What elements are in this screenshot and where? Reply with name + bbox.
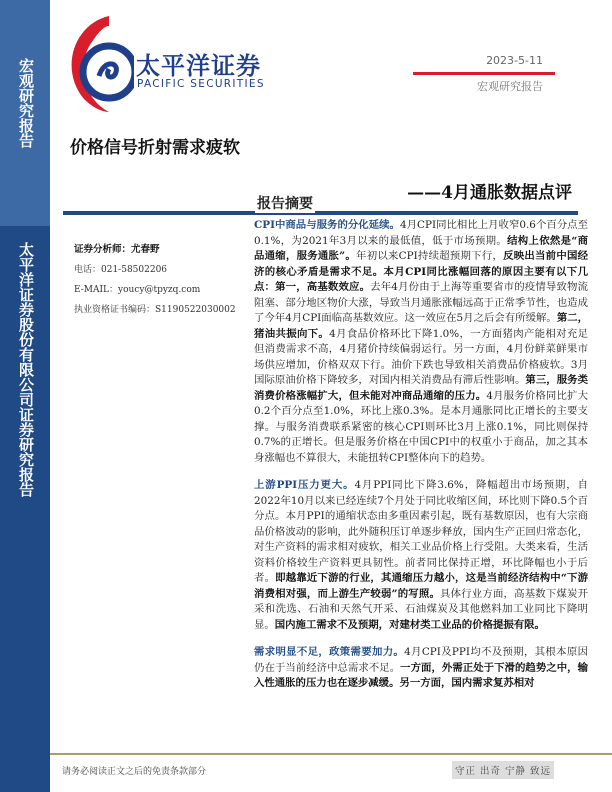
paragraph-text: 4月CPI同比相比上月收窄0.6个百分点至0.1%，为2021年3月以来的最低值，低于市场预期。 — [254, 219, 588, 247]
summary-paragraph — [254, 645, 588, 692]
paragraph-text: 年初以来CPI持续超预期下行， — [356, 250, 504, 262]
paragraph-text: 4月食品价格环比下降1.0%，一方面猪肉产能相对充足但消费需求不高，4月猪价持续偏弱运行。另一方面，4月份鲜菜鲜果市场供应增加，价格双双下行。油价下跌也导致相关消费品价格疲软。3月国际原油价格下降较多，对国内相关消费品有滞后性影响。 — [254, 327, 589, 386]
summary-body — [254, 218, 588, 692]
paragraph-text: 去年4月份由于上海等重要省市的疫情导致物流阻塞、部分地区物价大涨，导致当月通胀涨幅远高于正常季节性，也造成了今年4月CPI面临高基数效应。这一效应在5月之后会有所缓解。 — [254, 281, 589, 324]
analyst-phone: 电话：021-58502206 — [74, 265, 168, 275]
summary-heading: 报告摘要 — [255, 193, 315, 213]
footer-disclaimer: 请务必阅读正文之后的免责条款部分 — [62, 767, 207, 777]
paragraph-text: 反映出当前中国经济的核心矛盾是需求不足。本月CPI同比涨幅回落的原因主要有以下几点：第一，高基数效应。 — [254, 250, 589, 293]
sidebar-company: 太平洋证券股份有限公司证券研究报告 — [17, 242, 35, 497]
paragraph-text: 4月PPI同比下降3.6%，降幅超出市场预期，自2022年10月以来已经连续7个月处于同比收缩区间，环比则下降0.5个百分点。本月PPI的通缩状态由多重因素引起，既有基数原因，也有大宗商品价格波动的影响，此外随积压订单逐步释放，国内生产正回归常态化，对生产资料的需求相对疲软，相关工业品价格上行受阻。大类来看，生活资料价格较生产资料更具韧性。前者同比保持正增，环比降幅也小于后者。 — [254, 479, 588, 584]
paragraph-text: 4月CPI及PPI均不及预期，其根本原因仍在于当前经济中总需求不足。 — [254, 646, 588, 674]
logo-text-cn: 太平洋证券 — [136, 52, 261, 80]
paragraph-text: 第三，服务类消费价格涨幅扩大，但未能对冲商品通缩的压力。 — [254, 374, 589, 402]
paragraph-text: 第二，猪油共振向下。 — [254, 312, 589, 340]
paragraph-text: 一方面，外需正处于下滑的趋势之中，输入性通胀的压力也在逐步减缓。另一方面，国内需求复苏相对 — [254, 661, 589, 689]
report-type: 宏观研究报告 — [477, 80, 543, 93]
paragraph-text: 4月服务价格同比扩大0.2个百分点至1.0%，环比上涨0.3%。是本月通胀同比正增长的主要支撑。与服务消费联系紧密的核心CPI则环比3月上涨0.1%，同比则保持0.7%的正增长。但是服务价格在中国CPI中的权重小于商品，加之其本身涨幅也不算很大，未能扭转CPI整体向下的趋势。 — [254, 389, 588, 464]
page-title: 价格信号折射需求疲软 — [70, 138, 240, 158]
paragraph-heading: 上游PPI压力更大。 — [254, 479, 355, 491]
title-divider — [63, 211, 578, 215]
page-subtitle: ——4月通胀数据点评 — [407, 183, 572, 203]
paragraph-heading: 需求明显不足，政策需要加力。 — [254, 646, 405, 658]
report-date: 2023-5-11 — [486, 54, 543, 67]
header-divider — [413, 72, 555, 75]
summary-paragraph — [254, 478, 588, 633]
analyst-email: E-MAIL：youcy@tpyzq.com — [74, 285, 201, 295]
paragraph-text: 即越靠近下游的行业，其通缩压力越小，这是当前经济结构中“下游消费相对强，而上游生产较弱”的写照。 — [254, 572, 588, 600]
paragraph-heading: CPI中商品与服务的分化延续。 — [254, 219, 400, 231]
paragraph-text: 具体行业方面，高基数下煤炭开采和洗选、石油和天然气开采、石油煤炭及其他燃料加工业同比下降明显。 — [254, 587, 588, 631]
footer-motto: 守正 出奇 宁静 致远 — [452, 761, 554, 779]
logo-icon — [64, 14, 134, 114]
logo-text-en: PACIFIC SECURITIES — [137, 78, 265, 90]
analyst-info — [74, 240, 244, 320]
sidebar-report-type: 宏观研究报告 — [17, 58, 35, 148]
paragraph-text: 国内施工需求不及预期，对建材类工业品的价格提振有限。 — [274, 618, 545, 631]
footer-divider — [50, 753, 612, 755]
analyst-cert: 执业资格证书编码：S1190522030002 — [74, 305, 236, 315]
paragraph-text: 结构上依然是“商品通缩，服务通胀”。 — [254, 234, 589, 262]
analyst-name: 证券分析师：尤春野 — [74, 244, 160, 255]
summary-paragraph — [254, 218, 588, 466]
